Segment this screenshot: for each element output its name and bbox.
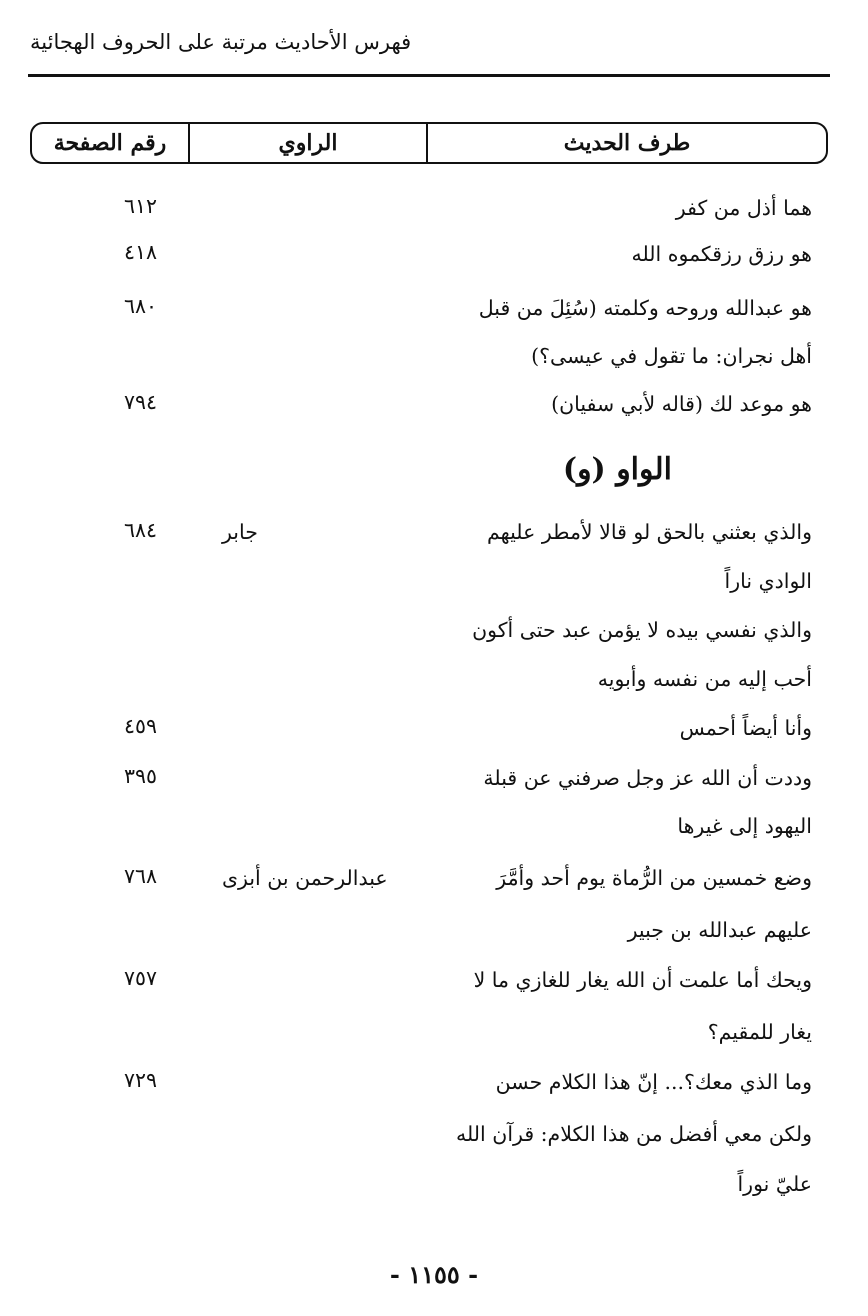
running-title: فهرس الأحاديث مرتبة على الحروف الهجائية (30, 30, 412, 54)
table-row (0, 290, 868, 330)
table-row (0, 612, 868, 652)
hadith-text: أحب إليه من نفسه وأبويه (597, 667, 812, 691)
page-ref: ٧٥٧ (124, 966, 158, 990)
table-row (0, 962, 868, 1002)
page-ref: ٦١٢ (124, 194, 158, 218)
hadith-text: أهل نجران: ما تقول في عيسى؟) (531, 344, 812, 368)
narrator-name: جابر (222, 520, 258, 544)
table-row-continuation (0, 1166, 868, 1206)
table-row-continuation (0, 338, 868, 378)
table-row (0, 190, 868, 230)
narrator-name: عبدالرحمن بن أبزى (222, 866, 388, 890)
hadith-text: ويحك أما علمت أن الله يغار للغازي ما لا (473, 968, 812, 992)
table-row (0, 1064, 868, 1104)
hadith-text: وددت أن الله عز وجل صرفني عن قبلة (483, 766, 812, 790)
page-ref: ٧٢٩ (124, 1068, 158, 1092)
column-header-page: رقم الصفحة (53, 130, 167, 156)
page-ref: ٧٩٤ (124, 390, 158, 414)
hadith-text: عليّ نوراً (737, 1172, 812, 1196)
hadith-text: الوادي ناراً (724, 569, 812, 593)
hadith-text: هو موعد لك (قاله لأبي سفيان) (551, 392, 812, 416)
table-row (0, 760, 868, 800)
hadith-text: يغار للمقيم؟ (707, 1020, 812, 1044)
page-ref: ٦٨٠ (124, 294, 158, 318)
hadith-text: والذي بعثني بالحق لو قالا لأمطر عليهم (487, 520, 812, 544)
table-row (0, 710, 868, 750)
hadith-text: اليهود إلى غيرها (677, 814, 812, 838)
hadith-text: وما الذي معك؟... إنّ هذا الكلام حسن (495, 1070, 812, 1094)
table-row (0, 860, 868, 900)
table-row (0, 386, 868, 426)
section-title: الواو (و) (562, 452, 672, 487)
hadith-text: وأنا أيضاً أحمس (679, 716, 812, 740)
column-header-rawi: الراوي (188, 124, 426, 162)
hadith-text: هو رزق رزقكموه الله (631, 242, 812, 266)
hadith-text: هما أذل من كفر (675, 196, 812, 220)
table-row-continuation (0, 563, 868, 603)
page-ref: ٣٩٥ (124, 764, 158, 788)
table-row (0, 236, 868, 276)
hadith-text: عليهم عبدالله بن جبير (627, 918, 812, 942)
header-rule (28, 74, 830, 77)
table-header (30, 122, 828, 164)
page-ref: ٤٥٩ (124, 714, 158, 738)
column-header-hadith: طرف الحديث (426, 124, 826, 162)
hadith-text: هو عبدالله وروحه وكلمته (سُئِلَ من قبل (478, 296, 812, 320)
hadith-text: ولكن معي أفضل من هذا الكلام: قرآن الله (456, 1122, 812, 1146)
table-row-continuation (0, 1014, 868, 1054)
page-ref: ٧٦٨ (124, 864, 158, 888)
table-row (0, 514, 868, 554)
page-number: - ١١٥٥ - (389, 1260, 479, 1289)
hadith-text: والذي نفسي بيده لا يؤمن عبد حتى أكون (472, 618, 812, 642)
table-row-continuation (0, 661, 868, 701)
table-row-continuation (0, 1116, 868, 1156)
page-ref: ٦٨٤ (124, 518, 158, 542)
page-ref: ٤١٨ (124, 240, 158, 264)
hadith-text: وضع خمسين من الرُّماة يوم أحد وأمَّرَ (496, 866, 812, 890)
table-row-continuation (0, 912, 868, 952)
table-row-continuation (0, 808, 868, 848)
